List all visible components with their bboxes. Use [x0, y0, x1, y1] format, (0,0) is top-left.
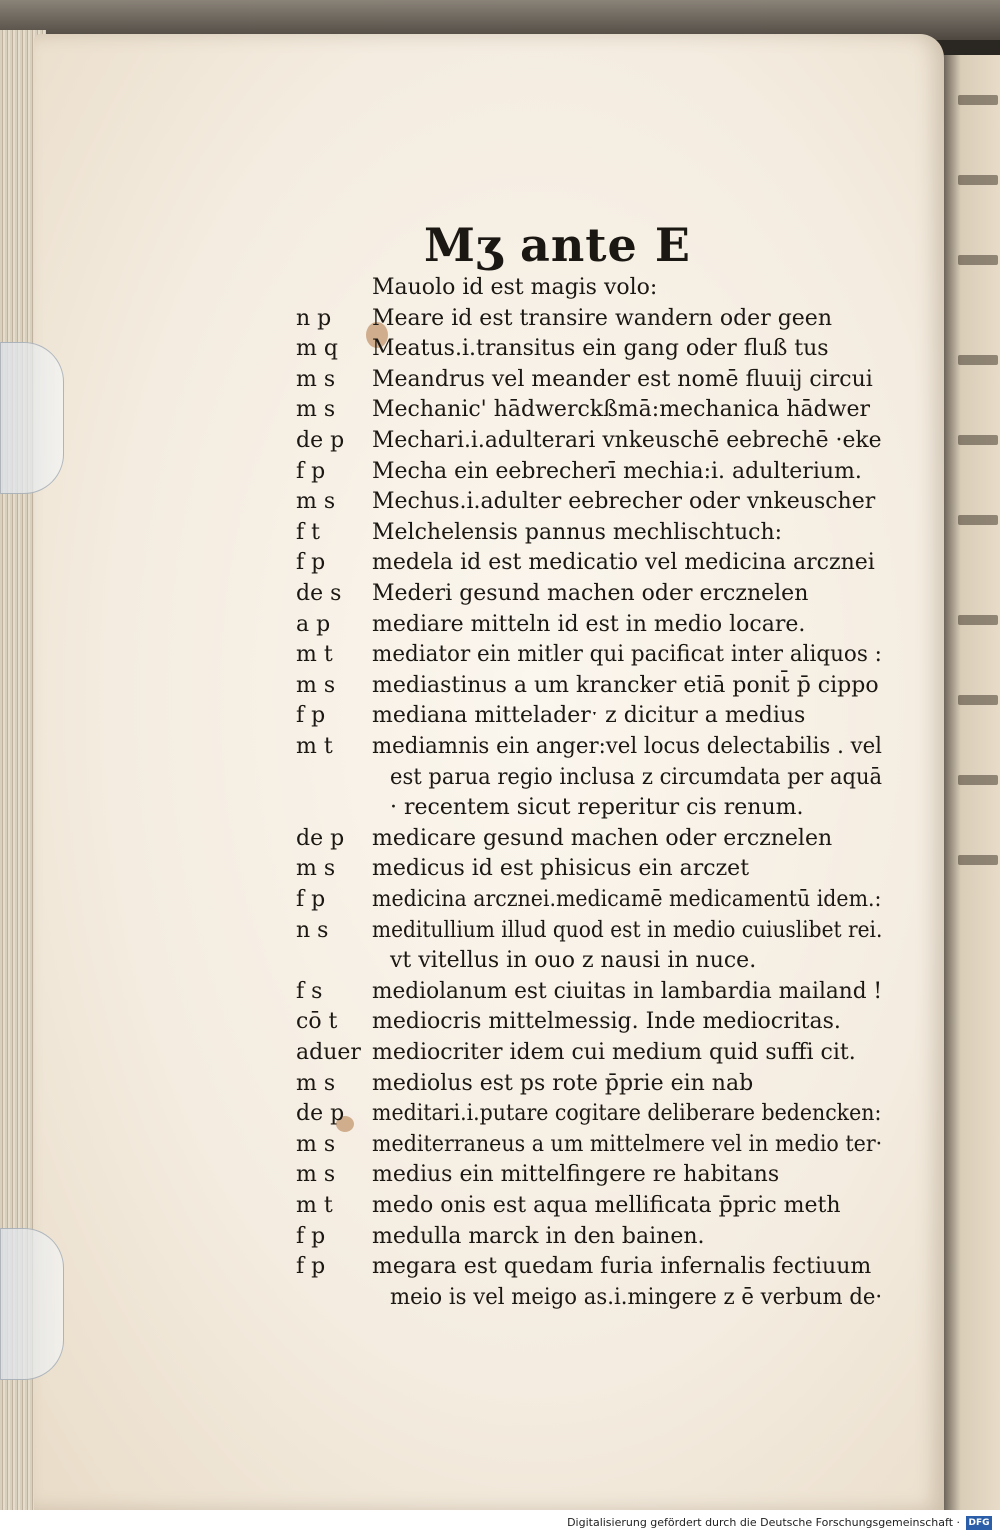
entry-tag: m s: [296, 1070, 336, 1096]
entry-text: megara est quedam furia infernalis fectiuum: [372, 1254, 872, 1280]
entry-text: meditullium illud quod est in medio cuiuslibet rei.: [372, 917, 883, 943]
entry-row: [0, 700, 1000, 732]
entry-tag: aduer: [296, 1040, 361, 1065]
entry-row: [0, 547, 1000, 579]
entry-text: medo onis est aqua mellificata p̄pric meth: [372, 1193, 841, 1218]
entry-row: [0, 1159, 1000, 1191]
entry-text: mediterraneus a um mittelmere vel in medio ter·: [372, 1131, 883, 1157]
entry-row: [0, 517, 1000, 549]
entry-tag: de p: [296, 825, 345, 851]
entry-row: [0, 1098, 1000, 1130]
entry-row: [0, 303, 1000, 335]
entry-tag: m t: [296, 1193, 333, 1218]
entry-text: medela id est medicatio vel medicina arcznei: [372, 550, 875, 576]
entry-text: mediastinus a um krancker etiā ponit̄ p̄ cippo: [372, 672, 879, 698]
entry-row: [0, 609, 1000, 641]
entry-text: Mechari.i.adulterari vnkeuschē eebrechē ·eke: [372, 428, 882, 453]
entry-text: medius ein mittelfingere re habitans: [372, 1162, 780, 1188]
entry-text: medicus id est phisicus ein arczet: [372, 856, 750, 882]
entry-row: [0, 1037, 1000, 1069]
entry-row: [0, 272, 1000, 304]
entry-text: mediocriter idem cui medium quid suffi cit.: [372, 1040, 856, 1065]
entry-tag: f p: [296, 458, 326, 484]
entry-row: [0, 823, 1000, 855]
entry-row: [0, 1282, 1000, 1314]
entry-tag: f p: [296, 550, 326, 576]
entry-tag: m t: [296, 642, 333, 668]
entry-tag: f s: [296, 978, 323, 1004]
entry-row: [0, 1221, 1000, 1253]
entry-text: meditari.i.putare cogitare deliberare bedencken:: [372, 1101, 882, 1127]
entry-text: Mecha ein eebrecherī mechia:i. adulterium.: [372, 458, 862, 484]
entry-row: [0, 1068, 1000, 1100]
entry-row: [0, 333, 1000, 365]
entry-tag: m q: [296, 336, 338, 362]
entry-text: mediare mitteln id est in medio locare.: [372, 611, 806, 637]
entry-tag: de s: [296, 581, 342, 606]
entry-tag: m s: [296, 489, 336, 515]
entry-tag: f p: [296, 887, 326, 912]
entry-text: vt vitellus in ouo z nausi in nuce.: [390, 948, 757, 974]
entry-text: mediamnis ein anger:vel locus delectabilis . vel: [372, 734, 882, 759]
footer-credit: Digitalisierung gefördert durch die Deutsche Forschungsgemeinschaft ·: [567, 1516, 960, 1529]
entry-tag: m s: [296, 1162, 336, 1188]
entry-row: [0, 486, 1000, 518]
entry-tag: de p: [296, 1101, 345, 1127]
entry-text: Mauolo id est magis volo:: [372, 275, 658, 300]
dfg-logo: DFG: [966, 1516, 992, 1530]
entry-tag: f p: [296, 1254, 326, 1280]
entry-row: [0, 731, 1000, 763]
entry-tag: m s: [296, 856, 336, 882]
entry-text: · recentem sicut reperitur cis renum.: [390, 795, 804, 821]
entry-row: [0, 456, 1000, 488]
entry-row: [0, 1006, 1000, 1038]
entry-row: [0, 762, 1000, 794]
entry-text: medicina arcznei.medicamē medicamentū idem.:: [372, 887, 882, 912]
entry-tag: m s: [296, 672, 336, 698]
entry-row: [0, 578, 1000, 610]
entry-tag: cō t: [296, 1009, 338, 1035]
entry-text: Meatus.i.transitus ein gang oder fluß tus: [372, 336, 829, 362]
entry-row: [0, 884, 1000, 916]
entry-text: Meare id est transire wandern oder geen: [372, 305, 832, 331]
entry-row: [0, 364, 1000, 396]
entry-row: [0, 976, 1000, 1008]
entry-text: Mechanic' hādwerckßmā:mechanica hādwer: [372, 397, 871, 423]
entry-tag: f t: [296, 519, 320, 545]
footer-bar: [0, 1510, 1000, 1537]
entry-row: [0, 1251, 1000, 1283]
entry-tag: de p: [296, 428, 345, 453]
entry-row: [0, 792, 1000, 824]
entry-text: est parua regio inclusa z circumdata per aquā: [390, 764, 883, 790]
entry-text: mediolanum est ciuitas in lambardia mailand !: [372, 978, 883, 1004]
entry-row: [0, 915, 1000, 947]
entry-tag: f p: [296, 703, 326, 729]
entry-row: [0, 639, 1000, 671]
entry-text: Melchelensis pannus mechlischtuch:: [372, 519, 783, 545]
entry-tag: a p: [296, 611, 331, 637]
entry-text: mediana mitteladerˑ z dicitur a medius: [372, 703, 806, 729]
entry-row: [0, 394, 1000, 426]
entry-tag: m t: [296, 734, 333, 759]
entry-text: medulla marck in den bainen.: [372, 1223, 705, 1249]
entry-text: mediocris mittelmessig. Inde mediocritas.: [372, 1009, 841, 1035]
entry-tag: m s: [296, 366, 336, 392]
entry-tag: n s: [296, 917, 329, 943]
entry-text: Mechus.i.adulter eebrecher oder vnkeuscher: [372, 489, 876, 515]
entry-text: mediolus est ps rote p̄prie ein nab: [372, 1070, 754, 1096]
entry-row: [0, 1129, 1000, 1161]
entry-text: medicare gesund machen oder ercznelen: [372, 825, 833, 851]
entry-text: meio is vel meigo as.i.mingere z ē verbum de·: [390, 1284, 883, 1310]
entry-row: [0, 853, 1000, 885]
entry-row: [0, 1190, 1000, 1222]
entry-tag: f p: [296, 1223, 326, 1249]
entry-tag: m s: [296, 1131, 336, 1157]
page-heading: Mʒ ante E: [424, 218, 691, 272]
entry-text: Mederi gesund machen oder ercznelen: [372, 581, 809, 606]
entry-tag: m s: [296, 397, 336, 423]
entry-row: [0, 945, 1000, 977]
entry-row: [0, 425, 1000, 457]
entry-text: Meandrus vel meander est nomē fluuij circui: [372, 366, 873, 392]
entry-text: mediator ein mitler qui pacificat inter aliquos :: [372, 642, 882, 668]
entry-row: [0, 670, 1000, 702]
entry-tag: n p: [296, 305, 332, 331]
